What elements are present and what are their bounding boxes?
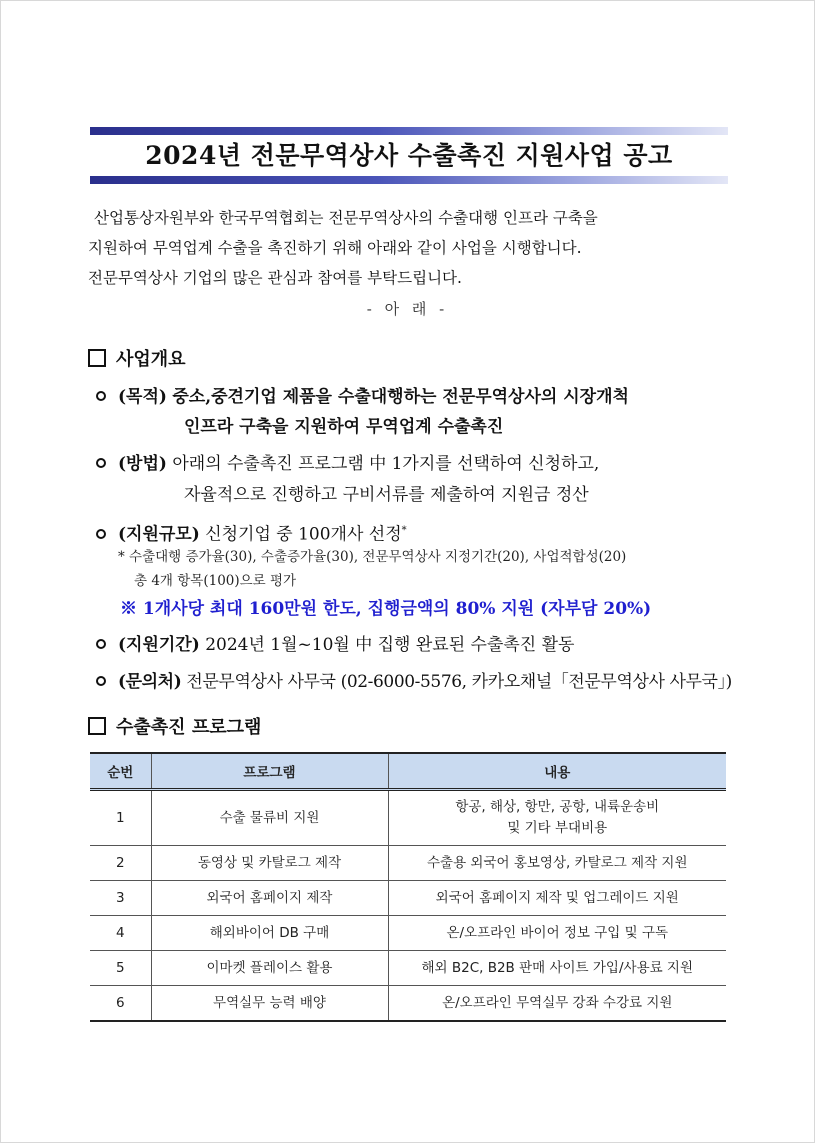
item-text-cont: 인프라 구축을 지원하여 무역업계 수출촉진 [184,417,504,437]
title-bar-top [90,127,728,135]
cell-program: 수출 물류비 지원 [151,790,388,846]
header-program: 프로그램 [151,753,388,790]
cell-no: 4 [90,916,151,951]
cell-content: 온/오프라인 무역실무 강좌 수강료 지원 [388,986,726,1022]
cell-program: 해외바이어 DB 구매 [151,916,388,951]
table-header-row [90,753,726,790]
cell-no: 6 [90,986,151,1022]
footnote-mark: * [401,525,407,536]
circle-bullet-icon [96,391,106,401]
item-purpose [96,380,736,414]
intro-line: 전문무역상사 기업의 많은 관심과 참여를 부탁드립니다. [88,269,462,287]
table-row [90,951,726,986]
table-row [90,881,726,916]
table-row [90,790,726,846]
item-period [96,628,736,662]
cell-program: 무역실무 능력 배양 [151,986,388,1022]
table-row [90,986,726,1022]
intro-line: 산업통상자원부와 한국무역협회는 전문무역상사의 수출대행 인프라 구축을 [94,209,598,227]
support-highlight: ※ 1개사당 최대 160만원 한도, 집행금액의 80% 지원 (자부담 20%) [120,599,652,619]
item-text: 신청기업 중 100개사 선정 [205,524,402,545]
section-heading-label: 사업개요 [116,349,186,370]
section-heading-overview [88,348,186,372]
intro-line: 지원하여 무역업계 수출을 촉진하기 위해 아래와 같이 사업을 시행합니다. [88,239,582,257]
cell-content-line: 및 기타 부대비용 [507,820,608,836]
header-content: 내용 [388,753,726,790]
checkbox-square-icon [88,717,106,735]
table-row [90,916,726,951]
scale-note-line: 총 4개 항목(100)으로 평가 [134,573,297,589]
cell-content [388,790,726,846]
header-no: 순번 [90,753,151,790]
item-contact [96,665,736,699]
scale-note-line: * 수출대행 증가율(30), 수출증가율(30), 전문무역상사 지정기간(20), 사업적합성(20) [118,549,627,565]
page-title: 2024년 전문무역상사 수출촉진 지원사업 공고 [145,141,673,170]
cell-content: 외국어 홈페이지 제작 및 업그레이드 지원 [388,881,726,916]
item-method [96,447,736,481]
item-key: (지원기간) [118,635,200,655]
item-key: (문의처) [118,672,182,692]
circle-bullet-icon [96,529,106,539]
cell-program: 동영상 및 카탈로그 제작 [151,846,388,881]
arae-divider: - 아 래 - [366,300,449,318]
item-key: (지원규모) [118,524,200,545]
item-text: 중소,중견기업 제품을 수출대행하는 전문무역상사의 시장개척 [172,387,629,407]
circle-bullet-icon [96,676,106,686]
cell-no: 1 [90,790,151,846]
cell-program: 이마켓 플레이스 활용 [151,951,388,986]
cell-no: 5 [90,951,151,986]
circle-bullet-icon [96,639,106,649]
cell-content: 온/오프라인 바이어 정보 구입 및 구독 [388,916,726,951]
cell-no: 2 [90,846,151,881]
intro-paragraph [88,203,730,293]
program-table [90,752,726,1022]
item-text-cont: 자율적으로 진행하고 구비서류를 제출하여 지원금 정산 [184,485,589,505]
cell-content: 해외 B2C, B2B 판매 사이트 가입/사용료 지원 [388,951,726,986]
item-text: 아래의 수출촉진 프로그램 中 1가지를 선택하여 신청하고, [172,454,600,474]
cell-no: 3 [90,881,151,916]
item-key: (방법) [118,454,167,474]
section-heading-label: 수출촉진 프로그램 [116,717,262,738]
checkbox-square-icon [88,349,106,367]
item-text: 2024년 1월~10월 中 집행 완료된 수출촉진 활동 [205,635,575,655]
table-row [90,846,726,881]
circle-bullet-icon [96,458,106,468]
cell-content-line: 항공, 해상, 항만, 공항, 내륙운송비 [455,799,660,815]
item-text: 전문무역상사 사무국 (02-6000-5576, 카카오채널「전문무역상사 사무국」) [186,672,732,692]
item-key: (목적) [118,387,167,407]
title-bar-bottom [90,176,728,184]
cell-content: 수출용 외국어 홍보영상, 카탈로그 제작 지원 [388,846,726,881]
section-heading-programs [88,716,261,740]
cell-program: 외국어 홈페이지 제작 [151,881,388,916]
